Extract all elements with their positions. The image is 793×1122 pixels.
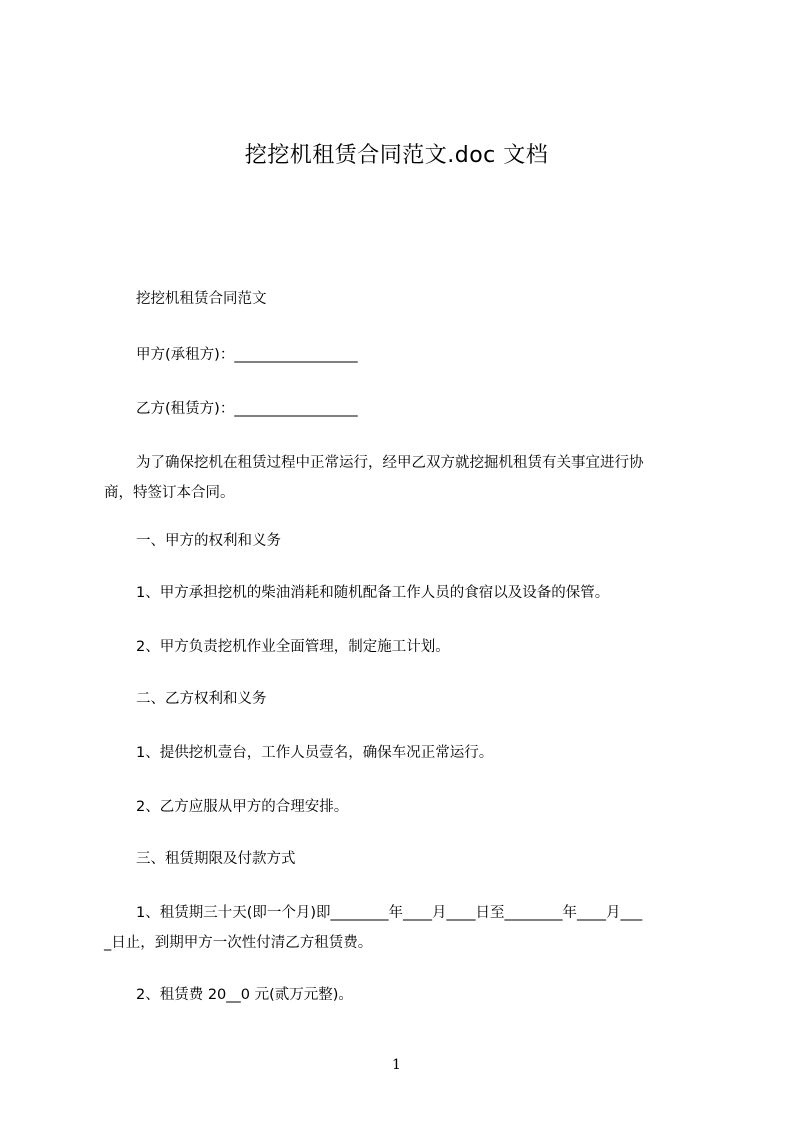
clause-3-1-line-1: 1、租赁期三十天(即一个月)即________年____月____日至________年____月___ bbox=[136, 905, 643, 921]
section-heading-3: 三、租赁期限及付款方式 bbox=[136, 851, 296, 867]
clause-3-2: 2、租赁费 20__0 元(贰万元整)。 bbox=[136, 987, 353, 1003]
contract-heading: 挖挖机租赁合同范文 bbox=[136, 291, 267, 307]
document-title: 挖挖机租赁合同范文.doc 文档 bbox=[244, 143, 549, 168]
page-number: 1 bbox=[392, 1057, 401, 1073]
section-heading-2: 二、乙方权利和义务 bbox=[136, 691, 267, 707]
clause-2-2: 2、乙方应服从甲方的合理安排。 bbox=[136, 799, 349, 815]
clause-2-1: 1、提供挖机壹台，工作人员壹名，确保车况正常运行。 bbox=[136, 745, 494, 761]
party-b-line: 乙方(租赁方)：_________________ bbox=[136, 401, 358, 417]
section-heading-1: 一、甲方的权利和义务 bbox=[136, 533, 281, 549]
clause-3-1-line-2: _日止，到期甲方一次性付清乙方租赁费。 bbox=[104, 935, 373, 951]
clause-1-1: 1、甲方承担挖机的柴油消耗和随机配备工作人员的食宿以及设备的保管。 bbox=[136, 585, 610, 601]
preamble-line-2: 商，特签订本合同。 bbox=[104, 485, 235, 501]
clause-1-2: 2、甲方负责挖机作业全面管理，制定施工计划。 bbox=[136, 639, 450, 655]
preamble-line-1: 为了确保挖机在租赁过程中正常运行，经甲乙双方就挖掘机租赁有关事宜进行协 bbox=[136, 455, 644, 471]
party-a-line: 甲方(承租方)：_________________ bbox=[136, 347, 358, 363]
